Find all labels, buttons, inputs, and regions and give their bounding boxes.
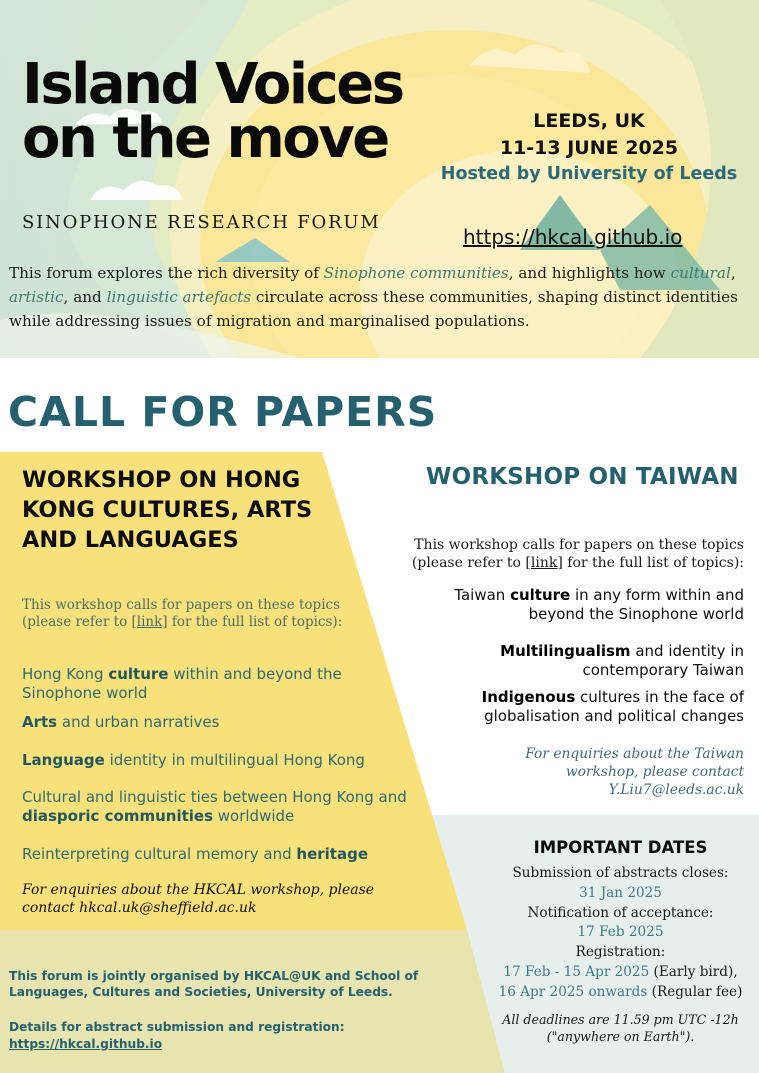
- taiwan-workshop-title: WORKSHOP ON TAIWAN: [426, 464, 739, 490]
- topic-keyword: culture: [510, 586, 571, 604]
- notification-date: 17 Feb 2025: [577, 924, 664, 941]
- hk-topic-item: [22, 788, 407, 826]
- submission-label: Submission of abstracts closes:: [512, 865, 729, 881]
- hero-banner: [0, 0, 759, 358]
- important-dates-section: [478, 836, 759, 1045]
- submission-date: 31 Jan 2025: [579, 884, 662, 901]
- enquiry-line: workshop, please contact: [565, 764, 744, 780]
- taiwan-workshop-description: [380, 537, 744, 572]
- enquiry-email: Y.Liu7@leeds.ac.uk: [608, 782, 744, 798]
- intro-emphasis: linguistic artefacts: [106, 288, 252, 306]
- topic-text: identity in multilingual Hong Kong: [104, 751, 365, 769]
- details-website-link[interactable]: https://hkcal.github.io: [9, 1037, 163, 1051]
- taiwan-topic-item: [444, 688, 744, 726]
- hk-topics-link[interactable]: link: [136, 614, 163, 630]
- intro-text: , and highlights how: [508, 264, 671, 282]
- tw-desc-text: ] for the full list of topics):: [557, 554, 744, 571]
- regular-dates: 16 Apr 2025 onwards: [498, 983, 648, 1000]
- intro-emphasis: artistic: [9, 288, 64, 306]
- topic-keyword: Arts: [22, 713, 58, 731]
- topic-text: cultures in the face of globalisation and political changes: [484, 688, 744, 725]
- topic-keyword: diasporic communities: [22, 807, 213, 825]
- topic-keyword: Language: [22, 751, 105, 769]
- hk-topic-item: [22, 665, 382, 703]
- forum-subtitle: SINOPHONE RESEARCH FORUM: [22, 212, 381, 233]
- topic-text: and identity in contemporary Taiwan: [582, 642, 744, 679]
- taiwan-enquiry-contact: [464, 745, 744, 799]
- tw-desc-text: This workshop calls for papers on these topics (please refer to [: [411, 537, 744, 571]
- topic-keyword: Multilingualism: [500, 642, 631, 660]
- registration-label: Registration:: [575, 944, 666, 961]
- intro-text: circulate across these communities, shaping distinct identities while addressing issues of migration and marginalised populations.: [9, 288, 738, 330]
- topic-text: and urban narratives: [57, 713, 220, 731]
- details-label: Details for abstract submission and registration:: [9, 1020, 345, 1034]
- regular-label: (Regular fee): [647, 983, 743, 1000]
- taiwan-topic-item: [474, 642, 744, 680]
- intro-text: This forum explores the rich diversity of: [9, 264, 324, 282]
- event-info: [424, 108, 754, 186]
- forum-website-link[interactable]: https://hkcal.github.io: [463, 225, 683, 249]
- title-line-1: Island Voices: [22, 52, 403, 117]
- taiwan-topic-item: [429, 586, 744, 624]
- topic-keyword: culture: [108, 665, 169, 683]
- hk-workshop-description: [22, 597, 362, 631]
- enquiry-line: For enquiries about the Taiwan: [525, 746, 744, 762]
- early-bird-registration: [478, 963, 759, 983]
- intro-emphasis: Sinophone communities: [323, 264, 509, 282]
- forum-intro-paragraph: [9, 261, 749, 333]
- hk-enquiry-contact: For enquiries about the HKCAL workshop, please contact hkcal.uk@sheffield.ac.uk: [22, 882, 375, 916]
- early-bird-dates: 17 Feb - 15 Apr 2025: [503, 963, 650, 980]
- intro-text: ,: [730, 264, 736, 282]
- topic-keyword: heritage: [296, 845, 369, 863]
- hk-topic-item: [22, 845, 368, 864]
- hk-topic-item: [22, 751, 365, 770]
- organisers-statement: This forum is jointly organised by HKCAL@UK and School of Languages, Cultures and Societies, University of Leeds.: [9, 969, 419, 999]
- event-location: LEEDS, UK: [533, 110, 645, 132]
- topic-text: worldwide: [213, 807, 295, 825]
- regular-registration: [478, 983, 759, 1003]
- hk-topic-item: [22, 713, 219, 732]
- event-dates: 11-13 JUNE 2025: [499, 137, 679, 159]
- early-bird-label: (Early bird),: [649, 963, 738, 980]
- notification-label: Notification of acceptance:: [527, 904, 714, 921]
- deadline-note: All deadlines are 11.59 pm UTC -12h ("anywhere on Earth").: [502, 1011, 739, 1044]
- call-for-papers-heading: CALL FOR PAPERS: [8, 388, 438, 436]
- topic-text: Hong Kong: [22, 665, 109, 683]
- topic-text: within and beyond the Sinophone world: [22, 665, 342, 702]
- intro-text: , and: [63, 288, 107, 306]
- hk-desc-text: ] for the full list of topics):: [162, 614, 343, 630]
- topic-text: Cultural and linguistic ties between Hong Kong and: [22, 788, 407, 806]
- forum-title: [22, 52, 403, 171]
- submission-details: [9, 1019, 479, 1053]
- intro-emphasis: cultural: [670, 264, 731, 282]
- hk-workshop-title: WORKSHOP ON HONG KONG CULTURES, ARTS AND LANGUAGES: [22, 467, 313, 553]
- topic-text: in any form within and beyond the Sinophone world: [528, 586, 744, 623]
- topic-text: Taiwan: [454, 586, 511, 604]
- topic-keyword: Indigenous: [481, 688, 576, 706]
- title-line-2: on the move: [22, 106, 388, 171]
- topic-text: Reinterpreting cultural memory and: [22, 845, 297, 863]
- event-host: Hosted by University of Leeds: [440, 164, 738, 184]
- hk-desc-text: This workshop calls for papers on these topics (please refer to [: [22, 597, 340, 630]
- taiwan-topics-link[interactable]: link: [530, 554, 558, 571]
- important-dates-title: IMPORTANT DATES: [533, 838, 708, 857]
